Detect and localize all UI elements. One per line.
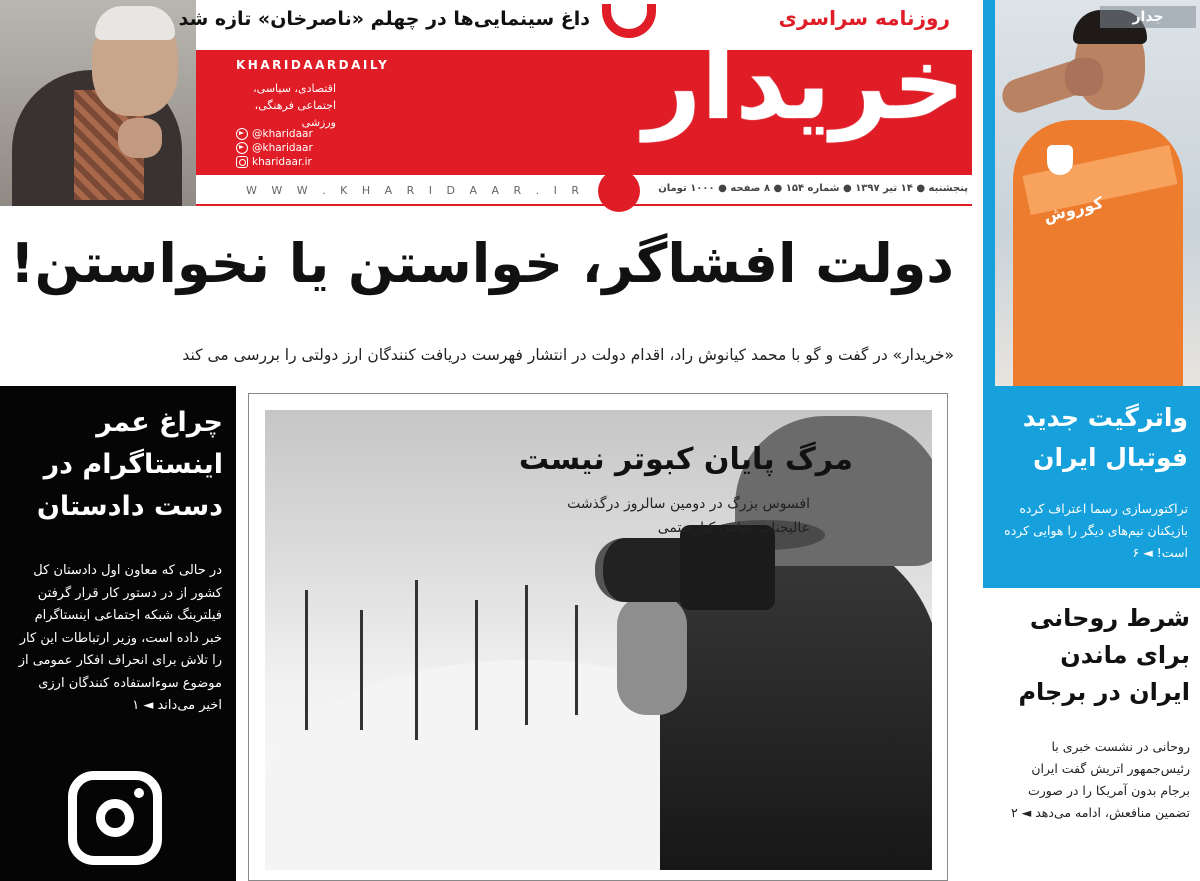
website-url[interactable]: W W W . K H A R I D A A R . I R — [246, 184, 585, 197]
instagram-story-headline[interactable]: چراغ عمر اینستاگرام در دست دادستان — [36, 407, 223, 522]
photo-story-title[interactable]: مرگ پایان کبوتر نیست — [518, 442, 853, 477]
story-football-body: تراکتورسازی رسما اعتراف کرده بازیکنان تیم‌های دیگر را هوایی کرده است! ◄ ۶ — [1004, 501, 1188, 560]
logo-dot — [598, 170, 640, 212]
social-telegram-2[interactable] — [236, 142, 313, 154]
player-fist — [1065, 58, 1103, 96]
player-sponsor-text: کوروش — [1041, 192, 1105, 227]
social-handle: @kharidaar — [252, 128, 313, 140]
brand-latin: KHARIDAARDAILY — [236, 58, 390, 72]
instagram-icon — [68, 771, 162, 865]
player-club-badge — [1047, 145, 1073, 175]
instagram-icon-lens — [96, 799, 134, 837]
telegram-icon — [236, 142, 248, 154]
bare-tree — [415, 580, 418, 740]
story-football-headline[interactable]: واترگیت جدید فوتبال ایران — [1022, 403, 1188, 472]
telegram-icon — [236, 128, 248, 140]
camera-lens — [595, 538, 690, 602]
paper-type-label: روزنامه سراسری — [778, 6, 950, 30]
social-instagram[interactable] — [236, 156, 312, 168]
instagram-icon — [236, 156, 248, 168]
instagram-icon-dot — [134, 788, 144, 798]
watermark-logo: جدار — [1100, 6, 1196, 28]
social-handle: kharidaar.ir — [252, 156, 312, 168]
header-portrait-photo — [0, 0, 196, 206]
bare-tree — [360, 610, 363, 730]
main-lead: «خریدار» در گفت و گو با محمد کیانوش راد، اقدام دولت در انتشار فهرست دریافت کنندگان ارز دولتی را بررسی می کند — [182, 346, 954, 364]
bare-tree — [305, 590, 308, 730]
main-headline[interactable]: دولت افشاگر، خواستن یا نخواستن! — [9, 232, 954, 295]
newspaper-logo[interactable]: خریدار — [643, 25, 965, 142]
social-telegram-1[interactable] — [236, 128, 313, 140]
paper-sections: اقتصادی، سیاسی، اجتماعی فرهنگی، ورزشی — [253, 82, 336, 129]
issue-info: پنجشنبه ● ۱۴ تیر ۱۳۹۷ ● شماره ۱۵۴ ● ۸ صفحه ● ۱۰۰۰ تومان — [658, 183, 968, 194]
football-player-photo — [995, 0, 1200, 386]
story-jcpoa-body: روحانی در نشست خبری با رئیس‌جمهور اتریش گفت ایران برجام بدون آمریکا را در صورت تضمین منافعش، ادامه می‌دهد ◄ ۲ — [1010, 739, 1190, 820]
photographer-photo[interactable] — [265, 410, 932, 870]
portrait-hair — [95, 6, 175, 40]
portrait-hand — [118, 118, 162, 158]
story-jcpoa-headline[interactable]: شرط روحانی برای ماندن ایران در برجام — [1018, 604, 1190, 706]
bare-tree — [525, 585, 528, 725]
photo-story-subtitle: افسوس بزرگ در دومین سالروز درگذشت عالیجناب عباس کیارستمی — [567, 496, 810, 536]
instagram-story-body: در حالی که معاون اول دادستان کل کشور از در دستور کار قرار گرفتن فیلترینگ شبکه اجتماعی اینستاگرام خبر داده است، وزیر ارتباطات این کار را تلاش برای انحراف افکار عمومی از موضوع سوءاستفاده کنندگان ارزی اخیر می‌داند ◄ ۱ — [18, 563, 222, 713]
bare-tree — [575, 605, 578, 715]
top-sub-headline[interactable]: داغ سینمایی‌ها در چهلم «ناصرخان» تازه شد — [178, 8, 590, 30]
social-handle: @kharidaar — [252, 142, 313, 154]
bare-tree — [475, 600, 478, 730]
photographer-hand — [617, 595, 687, 715]
